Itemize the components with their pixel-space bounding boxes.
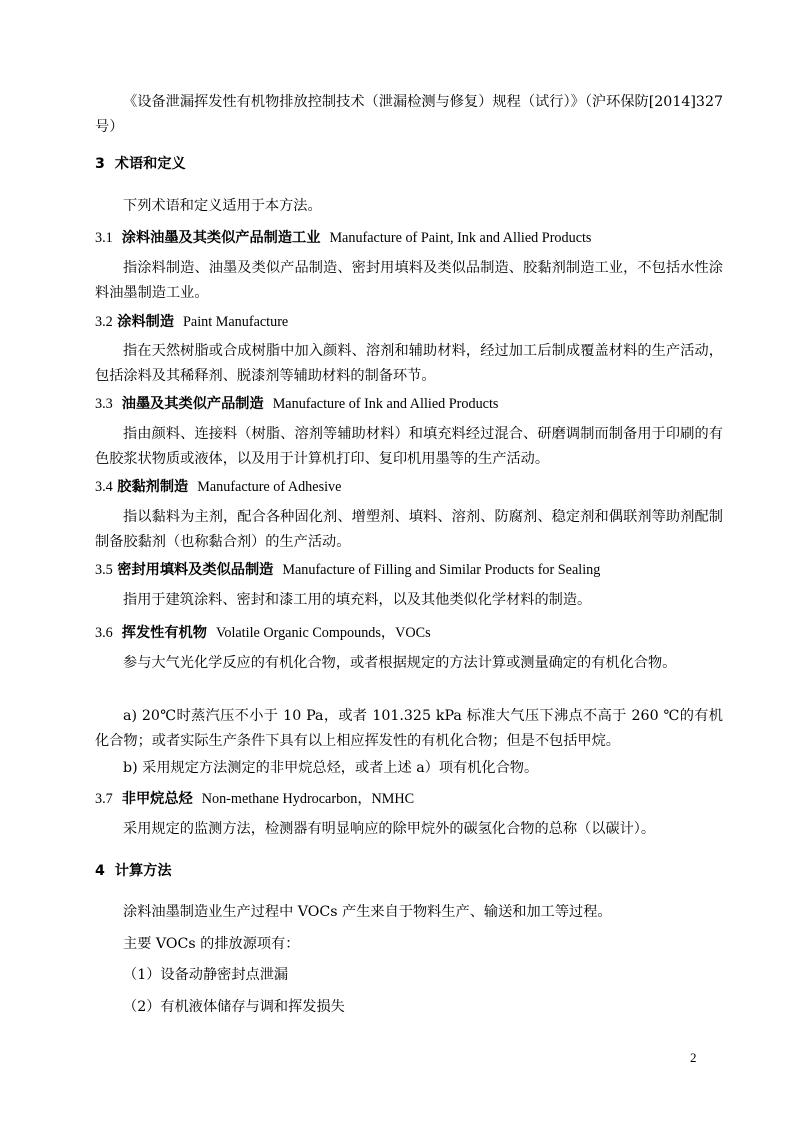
section-4-list-item-2: （2）有机液体储存与调和挥发损失 [123, 999, 345, 1015]
term-3-6-title-en: Volatile Organic Compounds，VOCs [215, 625, 431, 641]
term-3-4-title-zh: 胶黏剂制造 [117, 479, 189, 495]
term-3-6-title-zh: 挥发性有机物 [121, 625, 207, 641]
term-3-5-title-en: Manufacture of Filling and Similar Products for Sealing [282, 562, 601, 578]
section-3-title: 术语和定义 [114, 156, 186, 172]
term-3-5-number: 3.5 [95, 562, 113, 578]
term-3-6-heading [95, 621, 723, 646]
section-4-paragraph-1: 涂料油墨制造业生产过程中 VOCs 产生来自于物料生产、输送和加工等过程。 [123, 904, 612, 920]
term-3-2-heading [95, 310, 723, 335]
term-3-7-definition: 采用规定的监测方法，检测器有明显响应的除甲烷外的碳氢化合物的总称（以碳计）。 [123, 821, 656, 837]
section-3-intro: 下列术语和定义适用于本方法。 [123, 198, 322, 214]
term-3-1-title-en: Manufacture of Paint, Ink and Allied Products [329, 230, 592, 246]
term-3-7-number: 3.7 [95, 791, 113, 807]
section-3-heading [95, 152, 723, 177]
term-3-5-title-zh: 密封用填料及类似品制造 [117, 562, 274, 578]
section-4-title: 计算方法 [114, 863, 172, 879]
reference-paragraph: 《设备泄漏挥发性有机物排放控制技术（泄漏检测与修复）规程（试行）》（沪环保防[2014]327 号） [95, 94, 723, 135]
term-3-3-title-en: Manufacture of Ink and Allied Products [272, 396, 499, 412]
term-3-4-title-en: Manufacture of Adhesive [197, 479, 342, 495]
term-3-1-title-zh: 涂料油墨及其类似产品制造工业 [121, 230, 321, 246]
section-4-number: 4 [95, 863, 105, 879]
term-3-3-title-zh: 油墨及其类似产品制造 [121, 396, 264, 412]
term-3-7-title-zh: 非甲烷总烃 [121, 791, 193, 807]
term-3-2-title-zh: 涂料制造 [117, 314, 175, 330]
term-3-4-definition: 指以黏料为主剂，配合各种固化剂、增塑剂、填料、溶剂、防腐剂、稳定剂和偶联剂等助剂配制制备胶黏剂（也称黏合剂）的生产活动。 [95, 509, 723, 550]
term-3-2-title-en: Paint Manufacture [183, 314, 289, 330]
term-3-7-title-en: Non-methane Hydrocarbon，NMHC [201, 791, 415, 807]
section-4-list-item-1: （1）设备动静密封点泄漏 [123, 967, 289, 983]
term-3-2-number: 3.2 [95, 314, 113, 330]
term-3-7-heading [95, 787, 723, 812]
term-3-1-number: 3.1 [95, 230, 113, 246]
page-number: 2 [690, 1050, 697, 1065]
term-3-6-item-a: a) 20℃时蒸汽压不小于 10 Pa，或者 101.325 kPa 标准大气压下沸点不高于 260 ℃的有机化合物；或者实际生产条件下具有以上相应挥发性的有机化合物；但是不包括甲烷。 [95, 708, 723, 749]
term-3-2-definition: 指在天然树脂或合成树脂中加入颜料、溶剂和辅助材料，经过加工后制成覆盖材料的生产活动，包括涂料及其稀释剂、脱漆剂等辅助材料的制备环节。 [95, 343, 723, 384]
term-3-4-number: 3.4 [95, 479, 113, 495]
term-3-3-definition: 指由颜料、连接料（树脂、溶剂等辅助材料）和填充料经过混合、研磨调制而制备用于印刷的有色胶浆状物质或液体，以及用于计算机打印、复印机用墨等的生产活动。 [95, 426, 723, 467]
term-3-6-definition: 参与大气光化学反应的有机化合物，或者根据规定的方法计算或测量确定的有机化合物。 [123, 655, 677, 671]
section-4-paragraph-2: 主要 VOCs 的排放源项有： [123, 936, 300, 952]
term-3-1-definition: 指涂料制造、油墨及类似产品制造、密封用填料及类似品制造、胶黏剂制造工业，不包括水性涂料油墨制造工业。 [95, 260, 723, 301]
term-3-5-heading [95, 558, 723, 583]
term-3-3-number: 3.3 [95, 396, 113, 412]
term-3-5-definition: 指用于建筑涂料、密封和漆工用的填充料，以及其他类似化学材料的制造。 [123, 592, 592, 608]
term-3-1-heading [95, 226, 723, 251]
term-3-3-heading [95, 392, 723, 417]
term-3-4-heading [95, 475, 723, 500]
section-3-number: 3 [95, 156, 105, 172]
term-3-6-item-b: b) 采用规定方法测定的非甲烷总烃，或者上述 a）项有机化合物。 [123, 760, 539, 776]
section-4-heading [95, 859, 723, 884]
term-3-6-number: 3.6 [95, 625, 113, 641]
